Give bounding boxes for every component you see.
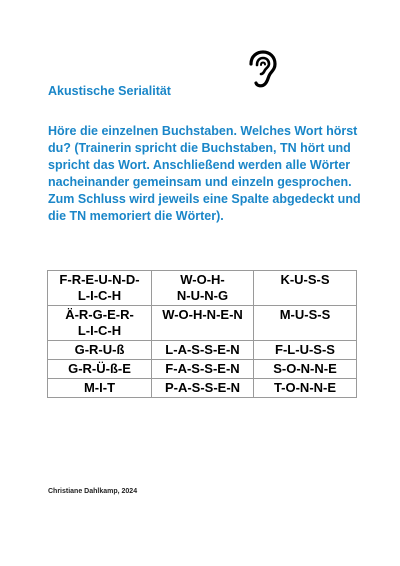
table-cell: F-L-U-S-S — [254, 341, 357, 360]
table-cell: M-I-T — [48, 379, 152, 398]
table-cell: Ä-R-G-E-R- L-I-C-H — [48, 306, 152, 341]
table-row — [48, 379, 357, 398]
table-cell: W-O-H- N-U-N-G — [152, 271, 254, 306]
table-row — [48, 360, 357, 379]
table-cell: G-R-U-ß — [48, 341, 152, 360]
table-cell: F-R-E-U-N-D- L-I-C-H — [48, 271, 152, 306]
table-cell: G-R-Ü-ß-E — [48, 360, 152, 379]
table-row — [48, 271, 357, 306]
table-cell: T-O-N-N-E — [254, 379, 357, 398]
table-cell: L-A-S-S-E-N — [152, 341, 254, 360]
word-table — [47, 270, 357, 398]
page-title: Akustische Serialität — [48, 84, 171, 98]
table-cell: F-A-S-S-E-N — [152, 360, 254, 379]
table-cell: S-O-N-N-E — [254, 360, 357, 379]
table-cell: M-U-S-S — [254, 306, 357, 341]
table-row — [48, 306, 357, 341]
footer-credit: Christiane Dahlkamp, 2024 — [48, 488, 138, 495]
table-cell: W-O-H-N-E-N — [152, 306, 254, 341]
ear-icon — [246, 50, 278, 88]
table-cell: K-U-S-S — [254, 271, 357, 306]
table-cell: P-A-S-S-E-N — [152, 379, 254, 398]
table-row — [48, 341, 357, 360]
instructions-text: Höre die einzelnen Buchstaben. Welches Wort hörst du? (Trainerin spricht die Buchstaben, TN hört und spricht das Wort. Anschließend werden alle Wörter nacheinander gemeinsam und einzeln gesprochen. Zum Schluss wird jeweils eine Spalte abgedeckt und die TN memoriert die Wörter). — [48, 124, 361, 223]
